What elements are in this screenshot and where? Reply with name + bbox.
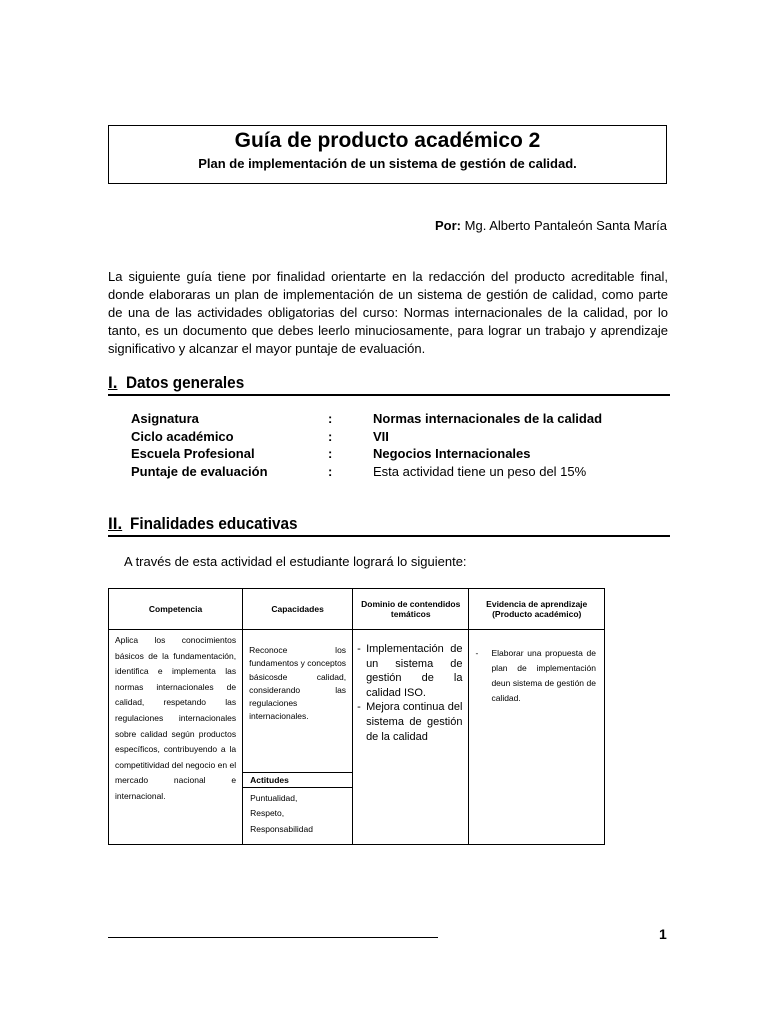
section-number: I. [108, 373, 118, 392]
document-subtitle: Plan de implementación de un sistema de gestión de calidad. [198, 156, 577, 171]
cell-competencia [109, 630, 243, 845]
section-heading-finalidades [108, 513, 670, 537]
datos-value: VII [373, 428, 389, 444]
header-capacidades: Capacidades [243, 589, 353, 630]
title-box [108, 125, 667, 184]
list-item: Puntualidad, [250, 793, 298, 803]
datos-label: Puntaje de evaluación [131, 463, 268, 479]
datos-label: Escuela Profesional [131, 446, 255, 461]
list-item: Respeto, [250, 808, 285, 819]
capacidades-text: Reconoce los fundamentos y conceptos básicosde calidad, considerando las regulaciones internacionales. [249, 645, 347, 722]
header-dominio: Dominio de contendidos temáticos [353, 589, 469, 630]
datos-value: Negocios Internacionales [373, 446, 531, 461]
competencia-text: Aplica los conocimientos básicos de la fundamentación, identifica e implementa las normas internacionales de calidad, respetando las regulaciones internacionales sobre calidad según productos específicos, contribuyendo a la competitividad del negocio en el mercado nacional e internacional. [115, 635, 237, 801]
cell-capacidades [243, 630, 353, 845]
section-title: Datos generales [126, 373, 245, 392]
footer-divider [108, 937, 438, 938]
header-evidencia: Evidencia de aprendizaje (Producto académico) [469, 589, 605, 630]
list-item: - Mejora continua del sistema de gestión de la calidad [357, 700, 462, 744]
evidencia-list [469, 630, 604, 706]
datos-label: Asignatura [131, 411, 199, 426]
header-competencia: Competencia [109, 589, 243, 630]
lead-sentence: A través de esta actividad el estudiante logrará lo siguiente: [124, 554, 467, 569]
table-header-row [109, 589, 605, 630]
section-number: II. [108, 514, 123, 533]
datos-separator: : [328, 463, 333, 479]
actitudes-list [243, 788, 352, 840]
document-title: Guía de producto académico 2 [234, 129, 541, 152]
list-item: Responsabilidad [250, 823, 313, 834]
section-heading-datos [108, 372, 670, 396]
cell-evidencia [469, 630, 605, 845]
cell-dominio [353, 630, 469, 845]
datos-label: Ciclo académico [131, 428, 234, 444]
datos-value: Normas internacionales de la calidad [373, 411, 603, 426]
datos-separator: : [328, 428, 333, 444]
dominio-list [353, 630, 468, 744]
datos-separator: : [328, 411, 333, 426]
list-item: - Elaborar una propuesta de plan de implementación deun sistema de gestión de calidad. [475, 646, 596, 706]
table-row [109, 630, 605, 845]
section-title: Finalidades educativas [130, 514, 298, 533]
actitudes-heading: Actitudes [243, 772, 352, 788]
intro-paragraph: La siguiente guía tiene por finalidad orientarte en la redacción del producto acreditable final, donde elaboraras un plan de implementación de un sistema de gestión de calidad, como parte de una de las actividades obligatorias del curso: Normas internacionales de la calidad, por lo tanto, es un documento que debes leerlo minuciosamente, para lograr un trabajo y aprendizaje significativo y alcanzar el mayor puntaje de evaluación. [108, 269, 668, 356]
competencias-table [108, 588, 605, 845]
author-name: Mg. Alberto Pantaleón Santa María [464, 218, 667, 233]
list-item: - Implementación de un sistema de gestión de la calidad ISO. [357, 642, 462, 700]
author-prefix: Por: [435, 218, 462, 233]
author-line [435, 218, 667, 233]
page-number: 1 [659, 926, 667, 942]
capacidades-wrap [243, 630, 352, 844]
datos-separator: : [328, 446, 333, 461]
datos-value: Esta actividad tiene un peso del 15% [373, 463, 587, 479]
